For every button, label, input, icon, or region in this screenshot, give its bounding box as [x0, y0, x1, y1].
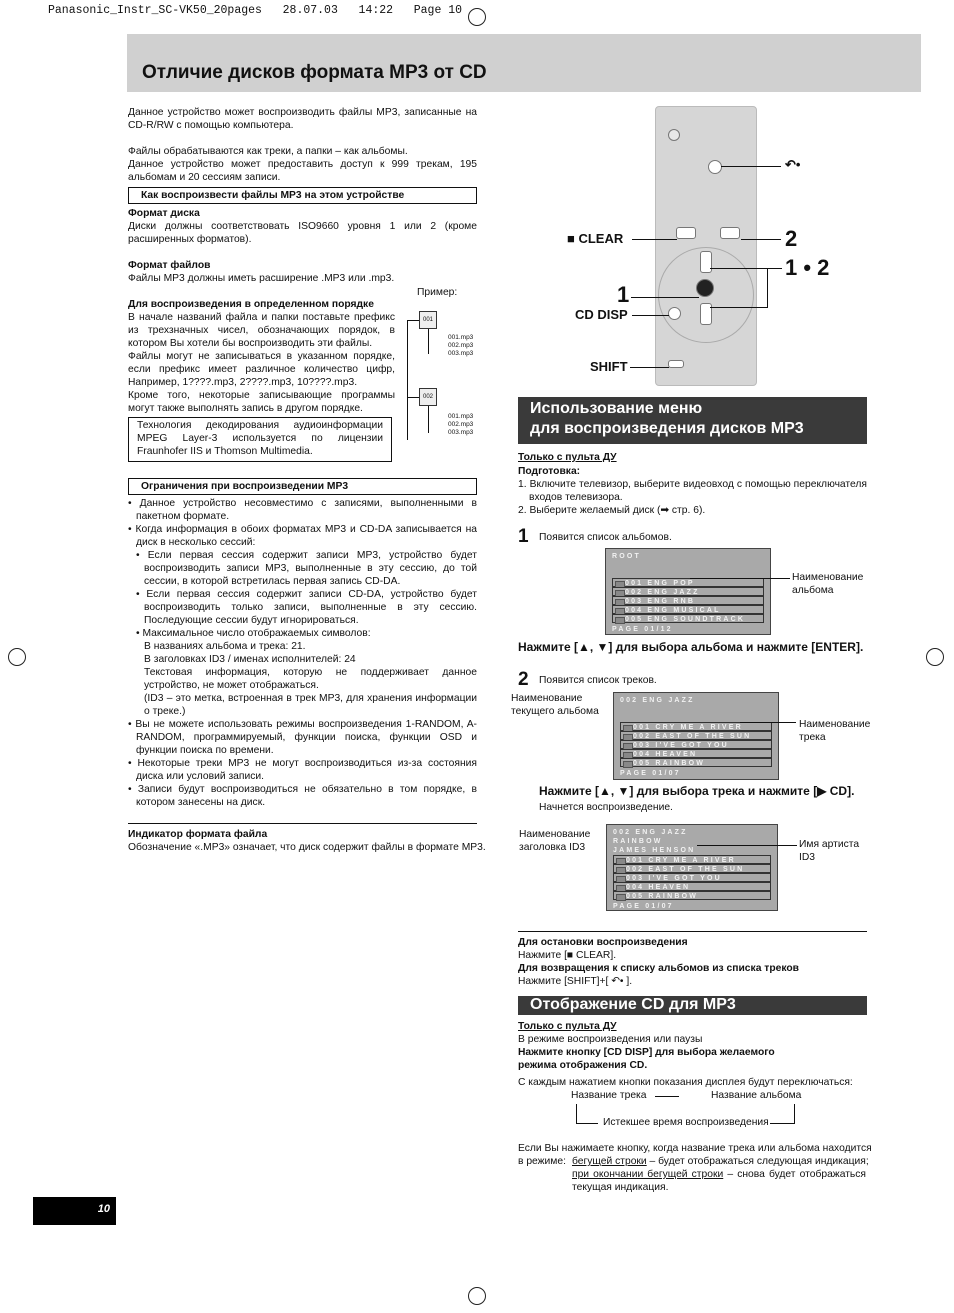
file-format-heading: Формат файлов — [128, 260, 211, 271]
callout-line — [710, 307, 768, 308]
clear-label: ■ CLEAR — [567, 231, 624, 246]
howto-heading: Как воспроизвести файлы MP3 на этом устройстве — [128, 187, 477, 204]
indicator-heading: Индикатор формата файла — [128, 829, 268, 840]
disc-format-heading: Формат диска — [128, 208, 200, 219]
cd-disp-instruction: Нажмите кнопку [CD DISP] для выбора желаемого — [518, 1047, 775, 1058]
track-row: 002 EAST OF THE SUN — [620, 731, 772, 740]
scroll-note: Если Вы нажимаете кнопку, когда название трека или альбома находится — [518, 1143, 872, 1154]
id3-title: RAINBOW — [613, 838, 663, 845]
return-button — [708, 160, 722, 174]
step-text: Появится список альбомов. — [539, 532, 672, 543]
arrow-line — [655, 1096, 679, 1097]
cd-disp-button — [668, 307, 681, 320]
track-row: 001 CRY ME A RIVER — [620, 722, 772, 731]
restrictions-heading: Ограничения при воспроизведении MP3 — [128, 478, 477, 495]
maxchars-text: В названиях альбома и трека: 21. — [144, 641, 306, 652]
arrow-line — [794, 1104, 795, 1124]
step-number: 2 — [518, 669, 529, 690]
shift-button — [668, 360, 684, 368]
album-list-screen — [605, 548, 771, 635]
file-name: 003.mp3 — [448, 350, 474, 357]
scroll-note-prefix: в режиме: — [518, 1156, 566, 1167]
track-row: 003 I'VE GOT YOU — [620, 740, 772, 749]
shift-label: SHIFT — [590, 359, 628, 374]
remote-only-note: Только с пульта ДУ — [518, 452, 617, 463]
cycle-intro: С каждым нажатием кнопки показания дисплея будут переключаться: — [518, 1077, 853, 1088]
clear-button — [676, 227, 696, 239]
callout-line — [632, 315, 669, 316]
track-row: 004 HEAVEN — [620, 749, 772, 758]
order-text-1: В начале названий файла и папки поставьте префикс из трехзначных чисел, обозначающих порядок, в котором Вы хотели бы воспроизводить эти файлы. — [128, 312, 395, 349]
bullet-item: • Когда информация в обоих форматах MP3 и CD-DA записывается на диск в несколько сессий: — [128, 524, 477, 548]
callout-line — [710, 268, 782, 269]
id3-title-label: Наименование заголовка ID3 — [519, 829, 591, 853]
cycle-album-name: Название альбома — [711, 1090, 802, 1101]
folder-icon: 002 — [419, 388, 437, 406]
screen-header: 002 ENG JAZZ — [620, 697, 695, 704]
arrow-line — [576, 1123, 598, 1124]
callout-line — [767, 268, 768, 308]
cycle-elapsed-time: Истекшее время воспроизведения — [603, 1117, 769, 1128]
back-heading: Для возвращения к списку альбомов из списка треков — [518, 963, 799, 974]
prep-item: 2. Выберите желаемый диск (➡ стр. 6). — [518, 505, 706, 516]
stop-heading: Для остановки воспроизведения — [518, 937, 688, 948]
bullet-item: • Вы не можете использовать режимы воспроизведения 1-RANDOM, A-RANDOM, программируемый, функции поиска, функции OSD и функции поиска по времени. — [128, 719, 477, 756]
album-row: 004 ENG MUSICAL — [612, 605, 764, 614]
callout-line — [630, 367, 669, 368]
power-button — [668, 129, 680, 141]
track-row: 003 I'VE GOT YOU — [613, 873, 771, 882]
prep-item: 1. Включите телевизор, выберите видеовход с помощью переключателя входов телевизора. — [518, 479, 867, 503]
file-name: 001.mp3 — [448, 334, 474, 341]
album-row: 001 ENG POP — [612, 578, 764, 587]
scroll-end-text: – снова будет отображаться текущая индикация. — [572, 1169, 867, 1193]
license-note: Технология декодирования аудиоинформации MPEG Layer-3 используется по лицензии Fraunhofer IIS и Thomson Multimedia. — [128, 417, 392, 462]
tree-line — [407, 397, 419, 398]
stop-text: Нажмите [■ CLEAR]. — [518, 950, 617, 961]
bullet-item: • Максимальное число отображаемых символов: — [136, 628, 371, 639]
callout-line — [740, 722, 796, 723]
remote-control-illustration — [655, 106, 757, 386]
tree-line — [407, 320, 419, 321]
intro-text: Данное устройство может воспроизводить файлы MP3, записанные на CD-R/RW с помощью компьютера. — [128, 107, 477, 131]
page-title: Отличие дисков формата MP3 от CD — [142, 62, 487, 83]
section-heading-mp3-menu — [518, 397, 867, 444]
callout-line — [632, 239, 677, 240]
bullet-item: • Данное устройство несовместимо с записями, выполненными в пакетном формате. — [128, 498, 477, 522]
callout-line — [690, 578, 790, 579]
instruction-select-track: Нажмите [▲, ▼] для выбора трека и нажмите [▶ CD]. — [539, 784, 855, 798]
section-heading-cd-display: Отображение CD для MP3 — [518, 996, 867, 1015]
file-name: 002.mp3 — [448, 342, 474, 349]
album-row: 005 ENG SOUNDTRACK — [612, 614, 764, 623]
screen-header: ROOT — [612, 553, 642, 560]
id3-artist: JAMES HENSON — [613, 847, 696, 854]
crop-mark — [8, 648, 26, 666]
return-icon: ↶• — [785, 157, 801, 172]
arrow-line — [576, 1104, 577, 1124]
track-name-label: Наименование трека — [799, 719, 871, 743]
file-format-text: Файлы MP3 должны иметь расширение .MP3 или .mp3. — [128, 273, 395, 284]
screen-header: 002 ENG JAZZ — [613, 829, 688, 836]
callout-line — [631, 297, 699, 298]
callout-line — [721, 166, 781, 167]
track-row: 005 RAINBOW — [620, 758, 772, 767]
up-button — [700, 251, 712, 273]
current-album-label: Наименование текущего альбома — [511, 693, 599, 717]
album-name-label: Наименование альбома — [792, 572, 864, 596]
order-text-2: Файлы могут не записываться в указанном порядке, если префикс имеет различное количество цифр, Например, 1????.mp3, 2????.mp3, 10????.mp3. — [128, 351, 395, 388]
track-row: 005 RAINBOW — [613, 891, 771, 900]
tree-line — [407, 320, 408, 440]
page-indicator: PAGE 01/07 — [620, 770, 681, 777]
print-header: Panasonic_Instr_SC-VK50_20pages 28.07.03 14:22 Page 10 — [48, 4, 463, 17]
back-text: Нажмите [SHIFT]+[ ↶• ]. — [518, 976, 633, 987]
example-label: Пример: — [417, 287, 458, 298]
cycle-track-name: Название трека — [571, 1090, 647, 1101]
limits-text: Данное устройство может предоставить доступ к 999 трекам, 195 альбомам и 20 сессиям записи. — [128, 159, 477, 183]
track-row: 004 HEAVEN — [613, 882, 771, 891]
restrictions-list — [128, 497, 477, 809]
instruction-select-album: Нажмите [▲, ▼] для выбора альбома и нажмите [ENTER]. — [518, 640, 864, 654]
callout-line — [741, 239, 781, 240]
bullet-item: • Некоторые треки MP3 не могут воспроизводиться из-за состояния диска или условий записи. — [128, 758, 477, 782]
maxchars-text: В заголовках ID3 / именах исполнителей: 24 — [144, 654, 356, 665]
bullet-item: • Если первая сессия содержит записи CD-DA, устройство будет воспроизводить только записи, выполненные в эту сессию. Последующие сессии будут игнорироваться. — [136, 589, 477, 626]
scroll-end-term: при окончании бегущей строки — [572, 1169, 724, 1180]
page-indicator: PAGE 01/07 — [613, 903, 674, 910]
file-name: 003.mp3 — [448, 429, 474, 436]
album-row: 003 ENG RNB — [612, 596, 764, 605]
mode-text: В режиме воспроизведения или паузы — [518, 1034, 703, 1045]
step-1-2-marker: 1 • 2 — [785, 255, 830, 280]
section-title-line: Использование меню — [530, 400, 703, 417]
divider — [128, 823, 477, 824]
id3-artist-label: Имя артиста ID3 — [799, 839, 860, 863]
crop-mark — [926, 648, 944, 666]
scroll-note-text: – будет отображаться следующая индикация; — [646, 1156, 869, 1167]
step-number: 1 — [518, 526, 529, 547]
track-row: 002 EAST OF THE SUN — [613, 864, 771, 873]
id3-screen — [606, 824, 778, 911]
file-list — [428, 413, 473, 437]
disc-format-text: Диски должны соответствовать ISO9660 уровня 1 или 2 (кроме расширенных форматов). — [128, 221, 477, 245]
preparation-heading: Подготовка: — [518, 466, 581, 477]
track-list-screen — [613, 692, 779, 780]
step-text: Появится список треков. — [539, 675, 657, 686]
maxchars-text: Текстовая информация, которую не поддерживает данное устройство, не может отображаться. — [144, 667, 477, 691]
remote-only-note: Только с пульта ДУ — [518, 1021, 617, 1032]
crop-mark — [468, 8, 486, 26]
file-name: 002.mp3 — [448, 421, 474, 428]
step-1-marker: 1 — [617, 282, 630, 307]
album-row: 002 ENG JAZZ — [612, 587, 764, 596]
divider — [518, 931, 867, 932]
order-text-3: Кроме того, некоторые записывающие программы могут также выполнять запись в другом порядке. — [128, 390, 395, 414]
file-name: 001.mp3 — [448, 413, 474, 420]
playback-starts-text: Начнется воспроизведение. — [539, 802, 673, 813]
indicator-text: Обозначение «.MP3» означает, что диск содержит файлы в формате MP3. — [128, 842, 486, 853]
cd-disp-label: CD DISP — [575, 307, 628, 322]
step-2-marker: 2 — [785, 226, 798, 251]
bullet-item: • Если первая сессия содержит записи MP3, устройство будет воспроизводить записи MP3, выполненные в эту сессию, до той сессии, в которой встретилась первая запись CD-DA. — [136, 550, 477, 587]
scroll-mode-term: бегущей строки — [572, 1156, 647, 1167]
maxchars-text: (ID3 – это метка, встроенная в трек MP3, для хранения информации о треке.) — [144, 693, 477, 717]
files-text: Файлы обрабатываются как треки, а папки – как альбомы. — [128, 146, 408, 157]
callout-line — [697, 845, 797, 846]
track-row: 001 CRY ME A RIVER — [613, 855, 771, 864]
arrow-line — [770, 1123, 794, 1124]
cd-disp-instruction-2: режима отображения CD. — [518, 1060, 648, 1071]
order-heading: Для воспроизведения в определенном порядке — [128, 299, 374, 310]
section-title-line: для воспроизведения дисков MP3 — [530, 420, 804, 437]
enter-button — [696, 279, 714, 297]
play-button — [720, 227, 740, 239]
crop-mark — [468, 1287, 486, 1305]
page-indicator: PAGE 01/12 — [612, 626, 673, 633]
bullet-item: • Записи будут воспроизводиться не обязательно в том порядке, в котором занесены на диск. — [128, 784, 477, 808]
file-list — [428, 334, 473, 358]
folder-icon: 001 — [419, 311, 437, 329]
page-number: 10 — [33, 1197, 116, 1225]
